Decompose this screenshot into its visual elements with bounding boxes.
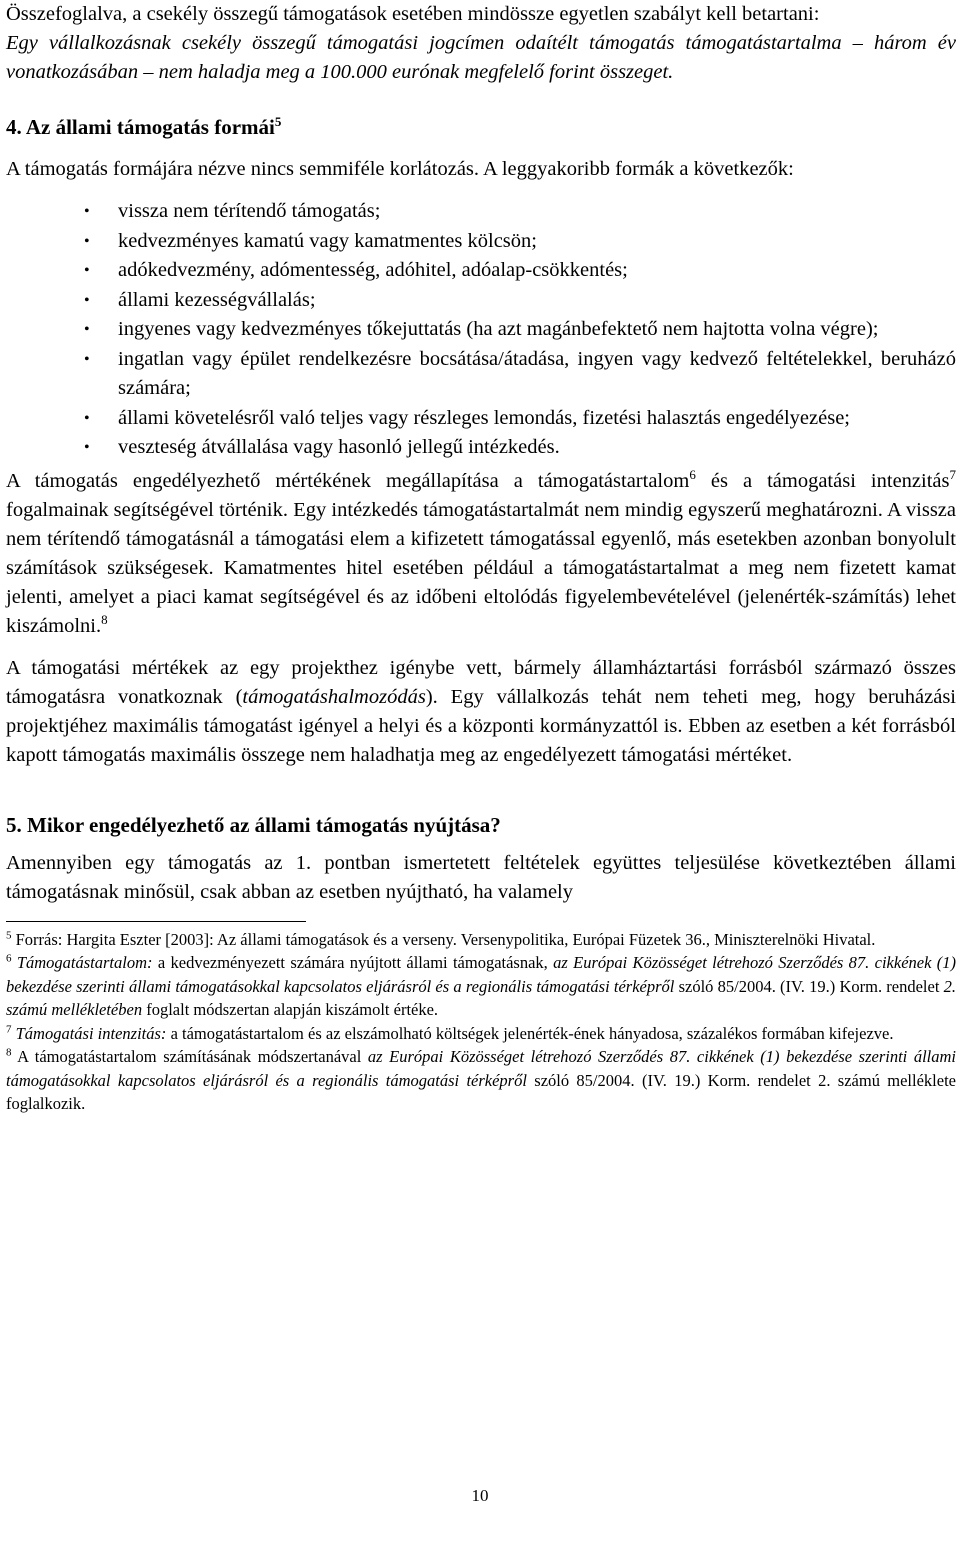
list-item: • veszteség átvállalása vagy hasonló jellegű intézkedés. (6, 433, 956, 463)
bullet-icon: • (84, 262, 90, 279)
page-number: 10 (471, 1486, 489, 1505)
footnote-ref-8[interactable]: 8 (101, 611, 108, 627)
list-item: • kedvezményes kamatú vagy kamatmentes kölcsön; (6, 227, 956, 257)
bullet-icon: • (84, 321, 90, 338)
footnote-ref-6[interactable]: 6 (689, 466, 696, 482)
list-item: • adókedvezmény, adómentesség, adóhitel, adóalap-csökkentés; (6, 256, 956, 286)
list-item: • ingyenes vagy kedvezményes tőkejuttatás (ha azt magánbefektető nem hajtotta volna végre); (6, 315, 956, 345)
intro-paragraph: Összefoglalva, a csekély összegű támogatások esetében mindössze egyetlen szabályt kell betartani: Egy vállalkozásnak csekély összegű támogatási jogcímen odaítélt támogatás támogatástartalma – három év vonatkozásában – nem haladja meg a 100.000 eurónak megfelelő forint összeget. (6, 3, 956, 83)
bullet-icon: • (84, 409, 90, 427)
section-4-heading: 4. Az állami támogatás formái$^5$ (6, 114, 282, 139)
cumulation-paragraph: A támogatási mértékek az egy projekthez igénybe vett, bármely államháztartási forrásból származó összes támogatásra vonatkoznak (támogatáshalmozódás). Egy vállalkozás tehát nem teheti meg, hogy beruházási projektjéhez maximális támogatást igényel a helyi és a központi kormányzattól is. Ebben az esetben a két forrásból kapott támogatás maximális összege nem haladhatja meg az engedélyezett támogatási mértéket. (6, 656, 956, 766)
bullet-icon: • (84, 232, 90, 250)
bullet-icon: • (84, 350, 90, 368)
footnote-7: $^7$ Támogatási intenzitás: a támogatástartalom és az elszámolható költségek jelenérték-ének hányadosa, százalékos formában kifejezve. (6, 1023, 894, 1043)
footnote-separator (6, 921, 306, 922)
footnote-ref-5[interactable]: 5 (274, 114, 282, 129)
support-amount-paragraph: A támogatás engedélyezhető mértékének megállapítása a támogatástartalom$^6$ és a támogatási intenzitás$^7$ fogalmainak segítségével történik. Egy intézkedés támogatástartalmát nem mindig egyszerű meghatározni. A vissza nem térítendő támogatásnál a támogatási elem a kifizetett támogatással egyenlő, más esetekben azonban bonyolult számítások szükségesek. Kamatmentes hitel esetében például a támogatástartalmat a meg nem fizetett kamat jelenti, amelyet a piaci kamat segítségével és az időbeni eltolódás figyelembevételével (jelenérték-számítás) lehet kiszámolni.$^8$ (6, 466, 956, 637)
list-item: • vissza nem térítendő támogatás; (6, 197, 956, 227)
footnotes (6, 928, 956, 1116)
section-5-paragraph: Amennyiben egy támogatás az 1. pontban ismertetett feltételek együttes teljesülése következtében állami támogatásnak minősül, csak abban az esetben nyújtható, ha valamely (6, 851, 956, 903)
section-5-heading: 5. Mikor engedélyezhető az állami támogatás nyújtása? (6, 812, 501, 837)
footnote-5: $^5$ Forrás: Hargita Eszter [2003]: Az állami támogatások és a verseny. Versenypolitika, Európai Füzetek 36., Miniszterelnöki Hivatal. (6, 929, 876, 949)
bullet-icon: • (84, 291, 90, 309)
footnote-ref-7[interactable]: 7 (949, 466, 956, 482)
section-4-intro: A támogatás formájára nézve nincs semmiféle korlátozás. A leggyakoribb formák a következők: (6, 158, 794, 180)
list-item: • állami kezességvállalás; (6, 286, 956, 316)
list-item: • állami követelésről való teljes vagy részleges lemondás, fizetési halasztás engedélyezése; (6, 404, 956, 434)
bullet-icon: • (84, 203, 90, 220)
bullet-icon: • (84, 439, 90, 456)
footnote-6: $^6$ Támogatástartalom: a kedvezményezett számára nyújtott állami támogatásnak, az Európai Közösséget létrehozó Szerződés 87. cikkének (1) bekezdése szerinti állami támogatásokkal kapcsolatos eljárásról és a regionális támogatási térképről szóló 85/2004. (IV. 19.) Korm. rendelet 2. számú mellékletében foglalt módszertan alapján kiszámolt értéke. (6, 952, 956, 1019)
support-forms-list (6, 197, 956, 463)
list-item: • ingatlan vagy épület rendelkezésre bocsátása/átadása, ingyen vagy kedvező feltételekkel, beruházó számára; (6, 345, 956, 404)
footnote-8: $^8$ A támogatástartalom számításának módszertanával az Európai Közösséget létrehozó Szerződés 87. cikkének (1) bekezdése szerinti állami támogatásokkal kapcsolatos eljárásról és a regionális támogatási térképről szóló 85/2004. (IV. 19.) Korm. rendelet 2. számú melléklete foglalkozik. (6, 1046, 956, 1113)
document-page (6, 0, 956, 1116)
